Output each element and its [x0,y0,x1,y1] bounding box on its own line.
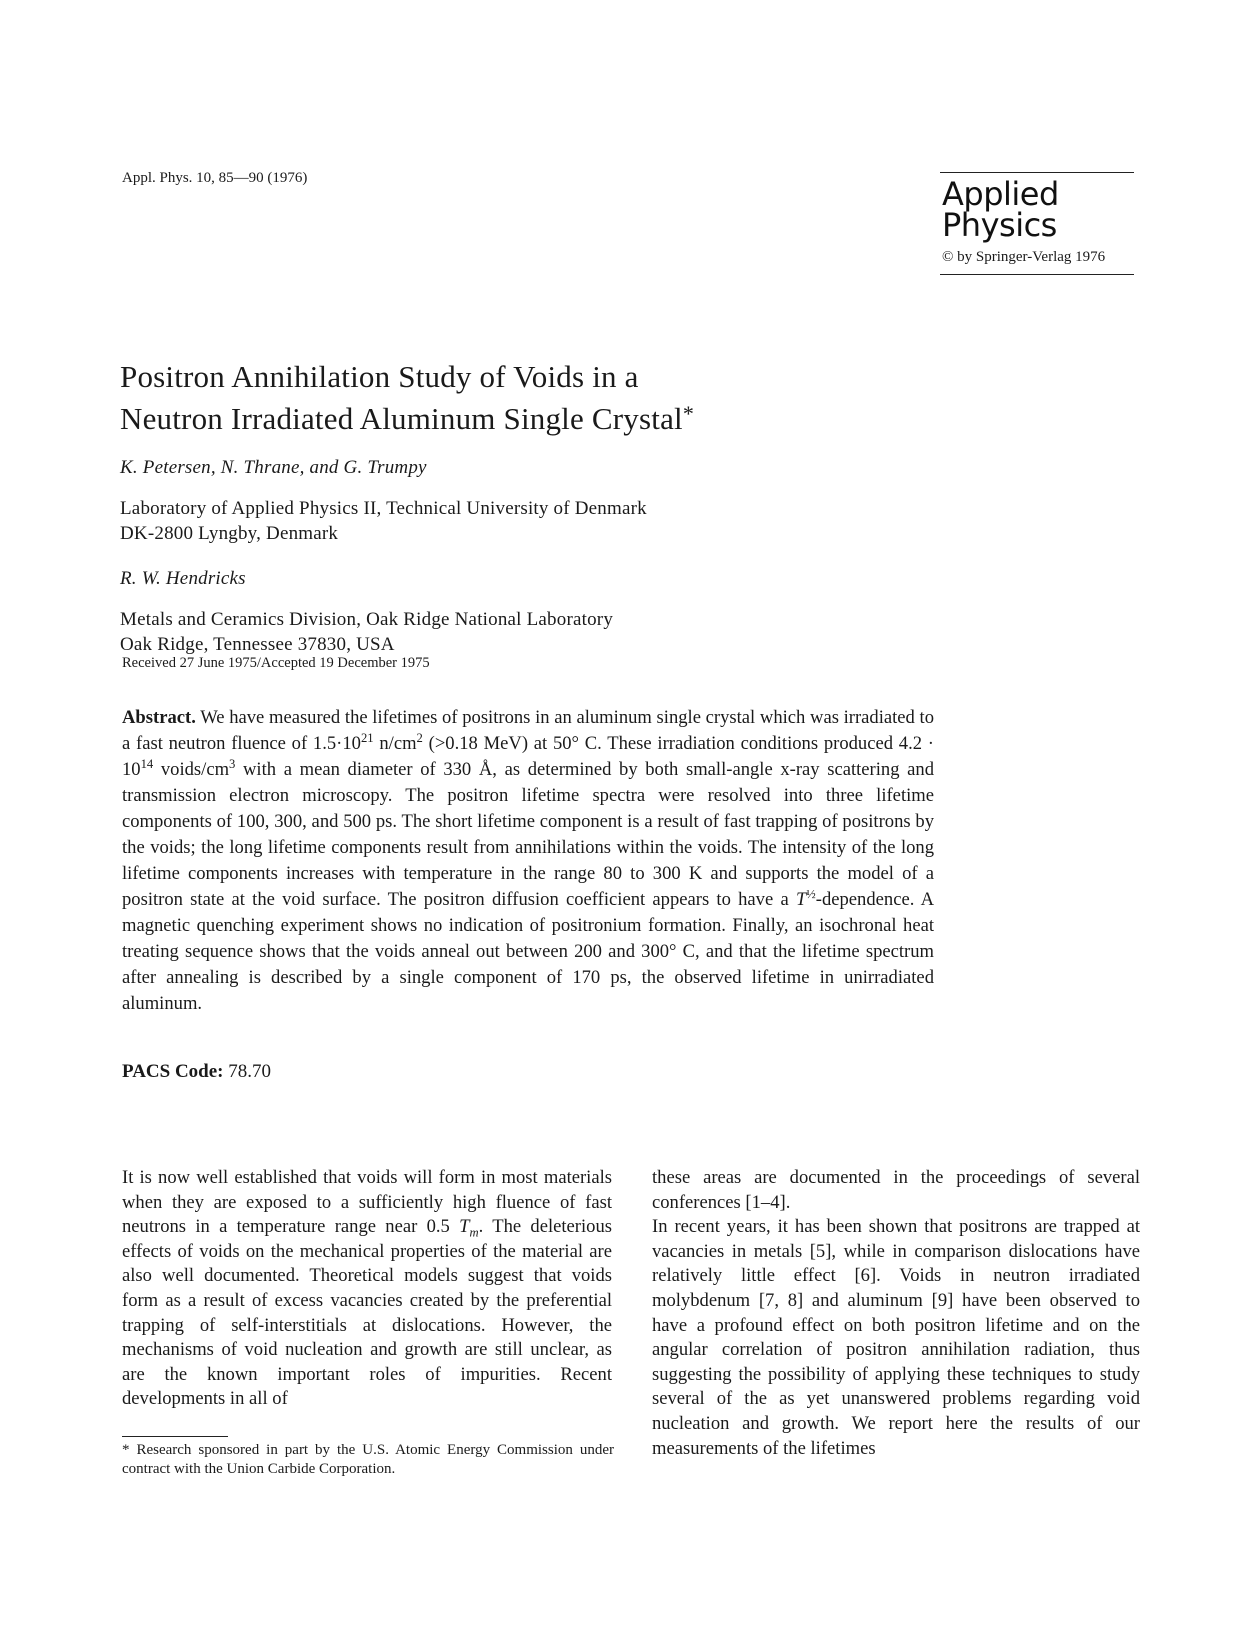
body-text: . The deleterious effects of voids on the mechanical properties of the material are also well documented. Theoretical models suggest that voids form as a result of excess vacancies created by the preferential trapping of self-interstitials at dislocations. However, the mechanisms of void nucleation and growth are still unclear, as are the known important roles of impurities. Recent developments in all of [122,1216,612,1410]
brand-title-line1: Applied [942,175,1059,213]
pacs-value: 78.70 [223,1061,272,1082]
footnote-mark: * [122,1442,130,1458]
abstract-sup: 3 [229,756,236,771]
abstract-text: (>0.18 MeV) at 50° C. These irradiation conditions produced 4.2 · 10 [122,733,934,780]
received-date: Received 27 June 1975/Accepted 19 December 1975 [122,655,430,671]
pacs-label: PACS Code: [122,1061,224,1082]
body-subscript: m [469,1225,479,1240]
affiliation-1-line1: Laboratory of Applied Physics II, Technical University of Denmark [120,498,647,519]
footnote-text: Research sponsored in part by the U.S. Atomic Energy Commission under contract with the Union Carbide Corporation. [122,1442,614,1477]
abstract-text: -dependence. A magnetic quenching experiment shows no indication of positronium formation. Finally, an isochronal heat treating sequence shows that the voids anneal out between 200 and 300° C, and that the lifetime spectrum after annealing is described by a single component of 170 ps, the observed lifetime in unirradiated aluminum. [122,889,934,1014]
body-paragraph: In recent years, it has been shown that positrons are trapped at vacancies in metals [5], while in comparison dislocations have relatively little effect [6]. Voids in neutron irradiated molybdenum [7, 8] and aluminum [9] have been observed to have a profound effect on both positron lifetime and on the angular correlation of positron annihilation radiation, thus suggesting the possibility of applying these techniques to study several of the as yet unanswered problems regarding void nucleation and growth. We report here the results of our measurements of the lifetimes [652,1216,1140,1459]
copyright-notice: © by Springer-Verlag 1976 [942,249,1106,265]
title-line2: Neutron Irradiated Aluminum Single Crystal [120,401,683,436]
abstract-text: with a mean diameter of 330 Å, as determined by both small-angle x-ray scattering and transmission electron microscopy. The positron lifetime spectra were resolved into three lifetime components of 100, 300, and 500 ps. The short lifetime component is a result of fast trapping of positrons by the voids; the long lifetime components result from annihilations within the voids. The intensity of the long lifetime components increases with temperature in the range 80 to 300 K and supports the model of a positron state at the void surface. The positron diffusion coefficient appears to have a [122,759,934,910]
abstract-sup: 2 [416,730,423,745]
abstract-label: Abstract. [122,707,196,728]
affiliation-2-line2: Oak Ridge, Tennessee 37830, USA [120,634,395,655]
affiliation-2-line1: Metals and Ceramics Division, Oak Ridge National Laboratory [120,609,614,630]
brand-title-line2: Physics [942,206,1057,244]
body-column-right [652,1166,1140,1461]
abstract-sup: 21 [360,730,374,745]
abstract-text: n/cm [373,733,417,754]
body-column-left [122,1166,612,1412]
page-title [120,358,880,437]
body-symbol: T [459,1216,470,1238]
title-footnote-mark: * [682,401,695,426]
body-paragraph: these areas are documented in the proceedings of several conferences [1–4]. [652,1167,1140,1213]
authors-group2: R. W. Hendricks [120,568,246,589]
authors-group1: K. Petersen, N. Thrane, and G. Trumpy [120,457,427,478]
affiliation-2 [120,607,880,657]
title-line1: Positron Annihilation Study of Voids in a [120,359,639,394]
pacs-code [122,1061,271,1083]
body-text: It is now well established that voids will form in most materials when they are exposed to a sufficiently high fluence of fast neutrons in a temperature range near 0.5 [122,1167,612,1238]
abstract [122,705,934,1017]
abstract-sup: 14 [140,756,154,771]
affiliation-1-line2: DK-2800 Lyngby, Denmark [120,523,339,544]
abstract-symbol: T [795,889,807,910]
journal-reference: Appl. Phys. 10, 85—90 (1976) [122,170,308,186]
footnote-divider [122,1436,228,1437]
body-paragraph [122,1166,612,1412]
journal-brand [940,172,1134,275]
affiliation-1 [120,496,880,546]
abstract-sup: ½ [806,886,816,901]
abstract-text: voids/cm [153,759,230,780]
footnote [122,1441,614,1479]
abstract-text: We have measured the lifetimes of positrons in an aluminum single crystal which was irradiated to a fast neutron fluence of 1.5·10 [122,707,935,754]
article-header [120,358,880,657]
